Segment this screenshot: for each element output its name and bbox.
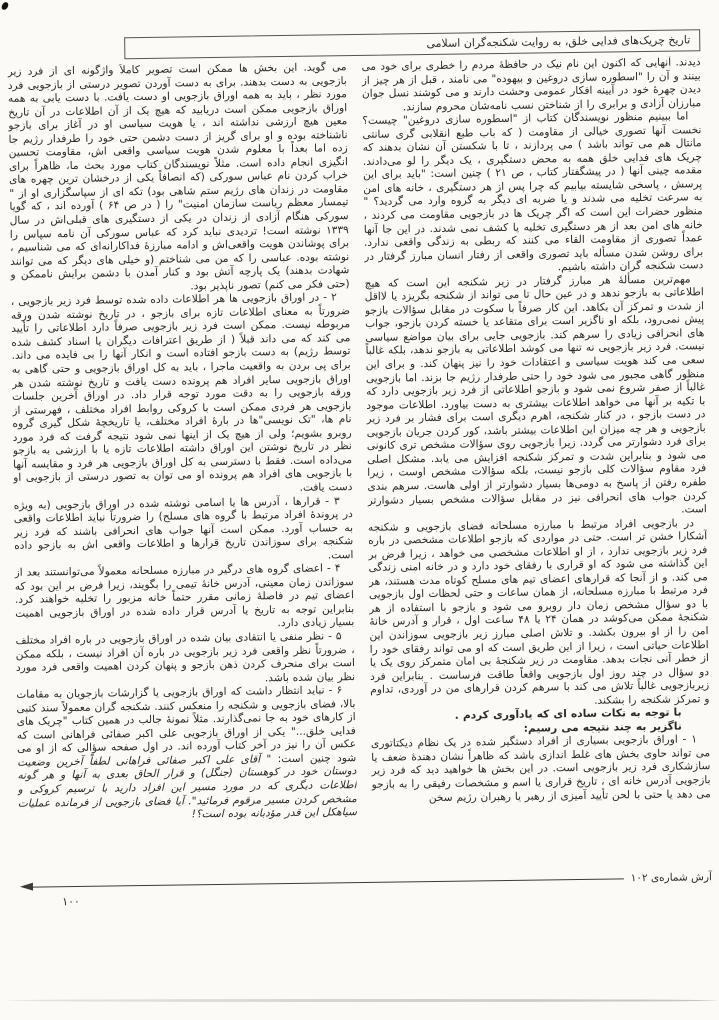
text-columns (8, 56, 712, 880)
paragraph (15, 562, 355, 634)
body-text: مهم‌ترین مسألهٔ هر مبارز گرفتار در زیر شکنجه این است که هیچ اطلاعاتی به بازجو ندهد و در عین حال تا می تواند از شکنجه بگریزد یا لااقل از شدت و تمرکز آن بکاهد. این کار صرفاً با سکوت در مقابل سؤالات بازجو پیش نمی‌رود، بلکه او ناگزیر است برای متقاعد یا خسته کردن بازجو، جواب های انحرافی زیادی را سرهم کند. بازجویی جایی برای بیان مواضع سیاسی نیست. فرد زیر بازجویی نه تنها می کوشد اطلاعاتی به بازجو ندهد، بلکه غالباً سعی می کند هویت سیاسی و اعتقادات خود را نیز پنهان کند. و برای این منظور گاهی مجبور می شود خود را حتی طرفدار رژیم جا بزند. اما بازجویی غالباً از صفر شروع نمی شود و بازجو اطلاعاتی از فرد زیر بازجویی دارد که با تکیه بر آنها می خواهد اطلاعات بیشتری به دست بیاورد. اطلاعات موجود در دست بازجو ، در کنار شکنجه، اهرم دیگری است برای فشار بر فرد زیر بازجویی و هر چه میزان این اطلاعات بیشتر باشد، کور کردن جریان بازجویی برای فرد دشوارتر می گردد. زیرا بازجویی روی سؤالات مشخص تری کانونی می شود و بنابراین شدت و تمرکز شکنجه افزایش می یابد. مشکل اصلی فرد مقاوم سؤالات کلی بازجو نیست، بلکه سؤالات مشخص اوست ، زیرا طفره رفتن از پاسخ به دومی‌ها بسیار دشوارتر از اولی هاست. سرهم بندی کردن جواب های انحرافی نیز در مقابل سؤالات مشخص بسیار دشوارتر است. (364, 273, 707, 516)
body-text: ناگزیر به چند نتیجه می رسیم: (523, 720, 682, 735)
body-text: دیدند. آنهایی که اکنون این نام نیک در حافظهٔ مردم را خطری برای خود می بینند و آن را "اسطوره سازی دروغین و بیهوده" می نامند ، قبل از هر چیز از دیدن چهرهٔ خود در آیینه افکار عمومی وحشت دارند و می کوشند نسل جوان مبارزان آزادی و برابری را از شناختن نسب نامه‌شان محروم سازند. (361, 56, 702, 114)
body-text: ۳ - قرارها ، آدرس ها یا اسامی نوشته شده در اوراق بازجویی (به ویژه در پروندهٔ افراد مرتبط با گروه های مسلح) را ضرورتاً نباید اطلاعات واقعی به حساب آورد. ممکن است آنها جواب های انحرافی باشند که فرد زیر شکنجه برای سوزاندن تاریخ قرارها و اطلاعات واقعی اش به بازجو داده است. (13, 494, 354, 562)
footer-journal-ref: آرش شماره‌ی ۱۰۲ (630, 871, 712, 885)
body-text: ۲ - در اوراق بازجویی ها هر اطلاعات داده شده توسط فرد زیر بازجویی ، ضرورتاً به معنای اطلاعات تازه برای بازجو ، در تاریخ نوشته شدن ورقه مربوطه نیست. ممکن است فرد زیر بازجویی صرفاً دارد اطلاعاتی را تأیید می کند که می داند قبلاً ( از طریق اعترافات دیگران یا اسناد کشف شده توسط رژیم) به دست بازجو افتاده است و انکار آنها را بی فایده می داند. برای پی بردن به واقعیت ماجرا ، باید به کل اوراق بازجویی و حتی گاهی به اوراق بازجویی سایر افراد هم پرونده دست یافت و تاریخ نوشته شدن هر ورقه بازجویی را به دقت مورد توجه قرار داد. در اوراق آخرین جلسات بازجویی هر فردی ممکن است با کروکی روابط افراد مختلف ، فهرستی از نام ها، "تک نویسی"ها در بارهٔ افراد مختلف، یا تاریخچهٔ شکل گیری گروه روبرو بشویم؛ ولی از هیچ یک از اینها نمی شود نتیجه گرفت که فرد مورد نظر در تاریخ نوشتن این اوراق داشته اطلاعات تازه یا با ارزشی به بازجو می‌داده است. فقط با دسترسی به کل اوراق بازجویی هر فرد و مقایسه آنها با بازجویی های افراد هم پرونده او می توان به تصور درستی از بازجویی او دست یافت. (10, 291, 353, 494)
page-header-title: تاریخ چریک‌های فدایی خلق، به روایت شکنجه‌گران اسلامی (426, 33, 691, 51)
body-text: ۱ - اوراق بازجویی بسیاری از افراد دستگیر شده در یک نظام دیکتاتوری می تواند حاوی بخش های غلط اندازی باشد که ظاهراً نشان دهندهٔ ضعف یا سازشکاری فرد زیر بازجویی است. در این بخش ها خواهید دید که فرد زیر بازجویی آدرس خانه ای ، تاریخ قراری یا اسم و مشخصات رفیقی را به بازجو می دهد یا حتی با لحن تأیید آمیزی از رهبر یا رهبران رژیم سخن (370, 733, 711, 804)
left-arrow-icon (20, 883, 33, 891)
page-number: ۱۰۰ (62, 894, 81, 909)
paragraph (368, 517, 710, 711)
paragraph (362, 110, 703, 277)
column-right (361, 56, 711, 875)
paragraph (8, 61, 350, 296)
paragraph (365, 273, 707, 522)
quoted-italic-text: آقای علی اکبر صفائی فراهانی لطفاً آخرین وضعیت دوستان خود در کوهستان (جنگل) و قرار الحاق بعدی به آنها و هر گونه اطلاعات دیگری که در مورد مسیر این افراد دارید با ترسیم کروکی و مشخص کردن مسیر مرقوم فرمائید". آیا فضای بازجویی از فرمانده عملیات سیاهکل این قدر مؤدبانه بوده است؟! (17, 753, 358, 821)
page-header-box (124, 29, 700, 59)
paragraph (15, 630, 355, 689)
body-text: می گوید. این بخش ها ممکن است تصویر کاملاً واژگونه ای از فرد زیر بازجویی به دست بدهند. برای به دست آوردن تصویر درستی از بازجویی فرد مورد نظر ، باید به همه اوراق بازجویی او دست یافت. با دست یابی به همه اوراق بازجویی ممکن است دریابید که هیچ یک از آن اطلاعات در آن تاریخ معین هیچ ارزشی نداشته اند ، یا هویت سیاسی او در آغاز برای بازجو ناشناخته بوده و او برای گریز از دست دشمن حتی خود را طرفدار رژیم جا زده اما بعداً با معلوم شدن هویت سیاسی واقعی اش، مقاومت تحسین انگیزی انجام داده است. مثلاً نویسندگان کتاب مورد بحث ما، ظاهراً برای خراب کردن نام عباس سورکی (که انصافاً یکی از درخشان ترین چهره های مقاومت در زندان های رژیم ستم شاهی بود) تکه ای از سپاسگزاری او از " تیمسار معظم ریاست سازمان امنیت" را ( در ص ۶۴ ) آورده اند ، که گویا سورکی هنگام آزادی از زندان در یکی از دستگیری های قبلی‌اش در سال ۱۳۳۹ نوشته است! تردیدی نباید کرد که عباس سورکی آن نامه سپاس را برای پوشاندن هویت واقعی‌اش و ادامه مبارزهٔ فداکارانه‌ای که می شناسیم ، نوشته بوده. عباسی را که من می شناختم (و خیلی های دیگر که می توانند شهادت بدهند) یک پارچه آتش بود و کنار آمدن با دشمن برایش ناممکن و (حتی فکر می کنم) تصور ناپذیر بود. (7, 61, 350, 293)
body-text: ۶ - نباید انتظار داشت که اوراق بازجویی یا گزارشات بازجویان به مقامات بالا، فضای بازجویی و شکنجه را منعکس کنند. شکنجه گران معمولاً سند کتبی از کارهای خود به جا نمی‌گذارند. مثلاً نمونهٔ جالب در همین کتاب "چریک های فدایی خلق..." یکی از اوراق بازجویی علی اکبر صفائی فراهانی است که عکس آن را نیز در آخر کتاب آورده اند. در اول صفحه سؤالی که از او می شود چنین است: " (16, 684, 357, 766)
paragraph (11, 291, 353, 499)
column-left (8, 61, 358, 880)
footer-rule (33, 878, 624, 887)
body-text: ۵ - نظر منفی یا انتقادی بیان شده در اوراق بازجویی در باره افراد مختلف ، ضرورتاً نظر واقعی فرد زیر بازجویی در باره آن افراد نیست ، بلکه ممکن است برای منحرف کردن ذهن بازجو و پنهان کردن اهمیت واقعی فرد مورد نظر بیان شده باشد. (15, 630, 356, 684)
body-text: ۴ - اعضای گروه های درگیر در مبارزه مسلحانه معمولاً می‌توانستند بعد از سوزاندن زمان معینی، آدرس خانهٔ تیمی را بگویند، زیرا فرض بر این بود که اعضای تیم در فاصلهٔ زمانی مقرر حتماً خانه مزبور را تخلیه خواهند کرد. بنابراین توجه به تاریخ یا آدرس قرار داده شده در اوراق بازجویی اهمیت بسیار زیادی دارد. (14, 562, 355, 630)
paragraph (361, 56, 701, 115)
body-text: با توجه به نکات ساده ای که یادآوری کردم . (454, 706, 682, 722)
paragraph (16, 684, 357, 824)
body-text: در بازجویی افراد مرتبط با مبارزه مسلحانه فضای بازجویی و شکنجه آشکارا خشن تر است. حتی در مواردی که بازجو اطلاعات مشخصی در باره فرد زیر بازجویی ندارد ، از او اطلاعات مشخصی می خواهد ، زیرا فرض بر این گذاشته می شود که او قراری با رفقای خود دارد و در خانه امنی زندگی می کند. و از آنجا که قرارهای اعضای تیم های مسلح کوتاه مدت هستند، هر فرد مرتبط با مبارزه مسلحانه، از همان ساعات و حتی لحظات اول بازجویی با دو سؤال مشخص زمان دار روبرو می شود و بازجو با استفاده از هر شکنجهٔ ممکن می‌کوشد در همان ۲۴ یا ۴۸ ساعت اول ، قرار و آدرس خانهٔ امن را از او بیرون بکشد. و تلاش اصلی مبارز زیر بازجویی سوزاندن این اطلاعات حیاتی است ، زیرا از این طریق است که او می تواند رفقای خود را از خطر آنی نجات بدهد. مقاومت در زیر شکنجهٔ بی امان متمرکز روی یک یا دو سؤال در چند روز اول بازجویی واقعاً طاقت فرساست . بنابراین فرد زیربازجویی غالباً تلاش می کند با سرهم کردن قرارهای من در آوردی، تداوم و تمرکز شکنجه را بشکند. (367, 516, 710, 707)
paragraph (371, 733, 711, 805)
paragraph (14, 495, 354, 567)
body-text: اما ببینیم منظور نویسندگان کتاب از "اسطوره سازی دروغین" چیست؟ نخست آنها تصوری خیالی از مقاومت ( که باب طبع انقلابی گری سانتی مانتال هم می تواند باشد ) می پردازند ، تا با شکستن آن نشان بدهند که چریک های فدایی خلق همه به محض دستگیری ، یک دیگر را لو می‌دادند. مقدمه چینی آنها ( در پیشگفتار کتاب ، ص ۲۱ ) چنین است: "باید برای این پرسش ، پاسخی شایسته بیابیم که چرا پس از هر دستگیری ، خانه های امن به سرعت تخلیه می شدند و یا ضربه ای دیگر به گروه وارد می گردید؟ " منظور حضرات این است که اگر چریک ها در بازجویی مقاومت می کردند ، خانه های امن بعد از هر دستگیری تخلیه یا کشف نمی شدند. در این جا آنها عمداً تصوری از مقاومت القاء می کنند که ربطی به زندگی واقعی ندارد. برای روشن شدن مسأله باید تصوری واقعی از رفتار انسان مبارز گرفتار در دست شکنجه گران داشته باشیم. (362, 110, 704, 274)
